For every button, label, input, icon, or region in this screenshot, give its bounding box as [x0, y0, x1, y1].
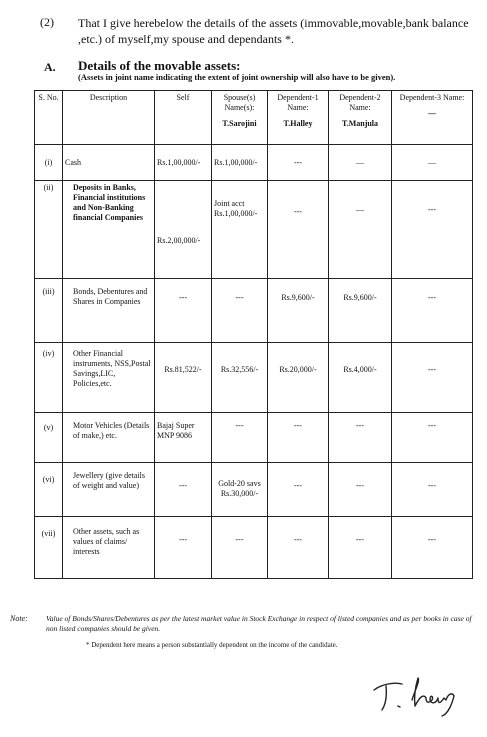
table-row	[35, 517, 473, 579]
cell-spouse: Joint acct Rs.1,00,000/-	[212, 181, 268, 279]
cell-self: Rs.2,00,000/-	[155, 181, 212, 279]
dependent-3-name: —	[428, 109, 436, 118]
cell-sno: (v)	[35, 413, 63, 463]
header-dependent-2: Dependent-2 Name: T.Manjula	[329, 91, 392, 145]
item-number: (2)	[40, 15, 54, 29]
cell-spouse: ---	[212, 413, 268, 463]
cell-description: Other assets, such as values of claims/ interests	[63, 517, 155, 579]
table-row	[35, 463, 473, 517]
cell-dependent-3: ---	[392, 413, 473, 463]
cell-self: Bajaj Super MNP 9086	[155, 413, 212, 463]
cell-description: Cash	[63, 145, 155, 181]
cell-sno: (vi)	[35, 463, 63, 517]
cell-description: Deposits in Banks, Financial institutions and Non-Banking financial Companies	[63, 181, 155, 279]
cell-dependent-3: ---	[392, 517, 473, 579]
cell-self: Rs.81,522/-	[155, 343, 212, 413]
cell-dependent-3: ---	[392, 279, 473, 343]
header-dependent-3: Dependent-3 Name: —	[392, 91, 473, 145]
table-row	[35, 343, 473, 413]
cell-dependent-3: ---	[392, 463, 473, 517]
cell-sno: (vii)	[35, 517, 63, 579]
table-row	[35, 145, 473, 181]
cell-dependent-1: ---	[268, 463, 329, 517]
dependent-1-name: T.Halley	[283, 119, 313, 128]
header-self: Self	[155, 91, 212, 145]
cell-dependent-2: ---	[329, 413, 392, 463]
handwritten-signature	[368, 670, 468, 720]
header-sno: S. No.	[35, 91, 63, 145]
cell-dependent-3: ---	[392, 181, 473, 279]
cell-sno: (i)	[35, 145, 63, 181]
cell-dependent-3: ---	[392, 343, 473, 413]
movable-assets-table	[34, 90, 473, 579]
cell-dependent-1: Rs.20,000/-	[268, 343, 329, 413]
spouse-name: T.Sarojini	[222, 119, 257, 128]
cell-dependent-2: —	[329, 181, 392, 279]
header-dependent-1: Dependent-1 Name: T.Halley	[268, 91, 329, 145]
cell-dependent-2: Rs.9,600/-	[329, 279, 392, 343]
cell-spouse: ---	[212, 279, 268, 343]
note-text: Value of Bonds/Shares/Debentures as per the latest market value in Stock Exchange in respect of listed companies and as per books in case of non listed companies should be given.	[46, 614, 472, 633]
section-subtitle: (Assets in joint name indicating the extent of joint ownership will also have to be given).	[78, 72, 396, 82]
note-label: Note:	[10, 614, 28, 623]
cell-dependent-1: ---	[268, 181, 329, 279]
cell-dependent-2: ---	[329, 517, 392, 579]
dependent-footnote: * Dependent here means a person substantially dependent on the income of the candidate.	[86, 641, 338, 649]
section-title: Details of the movable assets:	[78, 58, 241, 73]
cell-description: Bonds, Debentures and Shares in Companies	[63, 279, 155, 343]
cell-spouse: Gold-20 savs Rs.30,000/-	[212, 463, 268, 517]
cell-sno: (iii)	[35, 279, 63, 343]
cell-description: Other Financial instruments, NSS,Postal Savings,LIC, Policies,etc.	[63, 343, 155, 413]
cell-self: ---	[155, 517, 212, 579]
cell-sno: (iv)	[35, 343, 63, 413]
cell-spouse: Rs.32,556/-	[212, 343, 268, 413]
table-header-row	[35, 91, 473, 145]
cell-dependent-2: Rs.4,000/-	[329, 343, 392, 413]
cell-dependent-1: Rs.9,600/-	[268, 279, 329, 343]
header-description: Description	[63, 91, 155, 145]
cell-self: ---	[155, 279, 212, 343]
cell-description: Motor Vehicles (Details of make,) etc.	[63, 413, 155, 463]
cell-dependent-1: ---	[268, 517, 329, 579]
cell-dependent-2: ---	[329, 463, 392, 517]
table-row	[35, 279, 473, 343]
cell-self: ---	[155, 463, 212, 517]
cell-spouse: ---	[212, 517, 268, 579]
header-spouse: Spouse(s) Name(s): T.Sarojini	[212, 91, 268, 145]
cell-dependent-2: —	[329, 145, 392, 181]
cell-self: Rs.1,00,000/-	[155, 145, 212, 181]
cell-dependent-1: ---	[268, 413, 329, 463]
cell-dependent-1: ---	[268, 145, 329, 181]
cell-sno: (ii)	[35, 181, 63, 279]
table-row	[35, 181, 473, 279]
dependent-2-name: T.Manjula	[341, 119, 379, 128]
cell-description: Jewellery (give details of weight and value)	[63, 463, 155, 517]
section-letter: A.	[44, 60, 56, 74]
table-row	[35, 413, 473, 463]
cell-dependent-3: —	[392, 145, 473, 181]
intro-paragraph: That I give herebelow the details of the assets (immovable,movable,bank balance ,etc.) of myself,my spouse and dependants *.	[78, 16, 469, 46]
cell-spouse: Rs.1,00,000/-	[212, 145, 268, 181]
